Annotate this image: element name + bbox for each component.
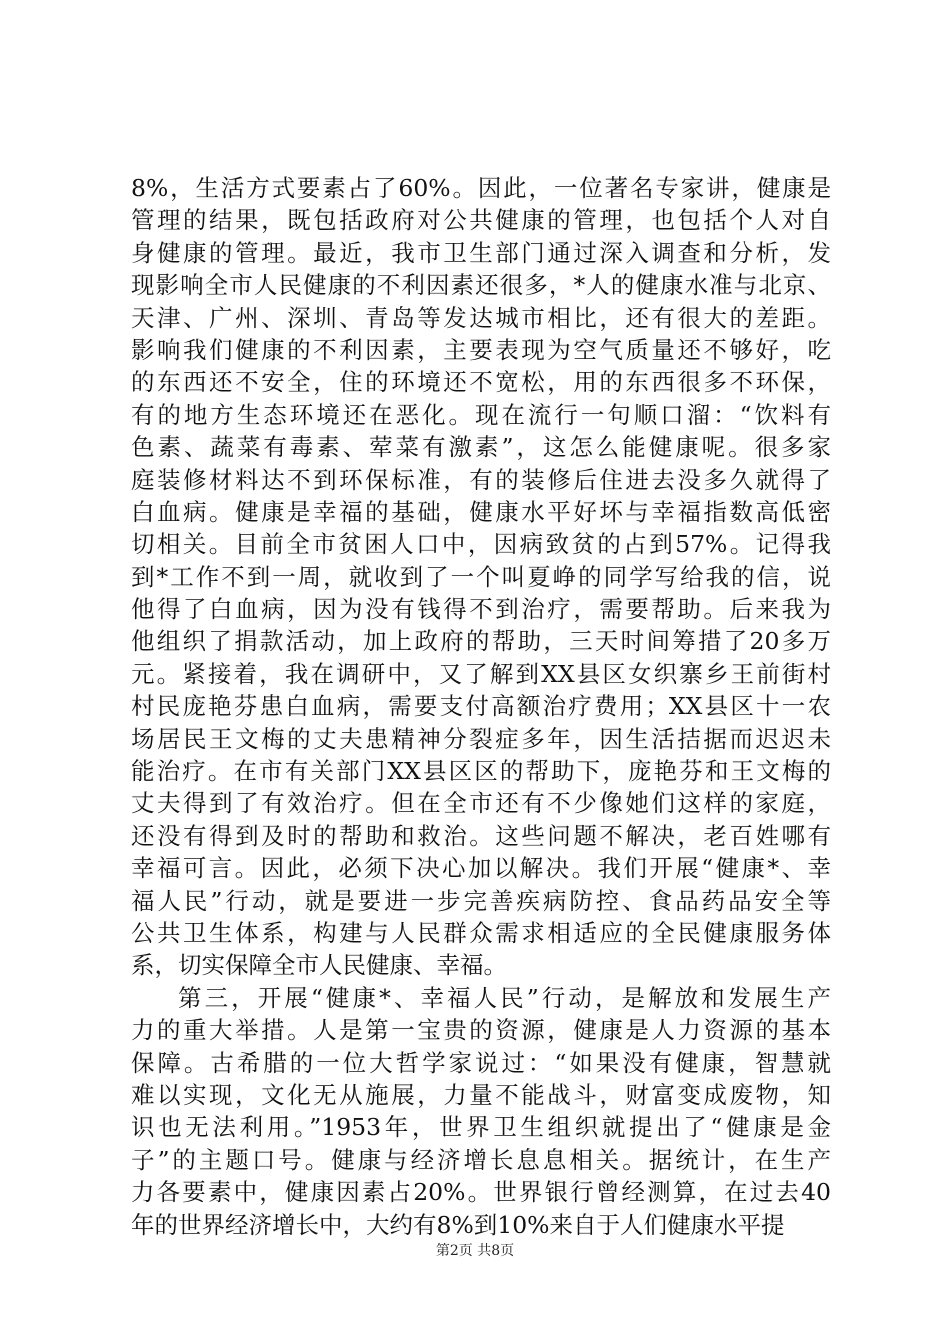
text-line: 的东西还不安全，住的环境还不宽松，用的东西很多不环保， xyxy=(131,368,831,397)
text-line: 丈夫得到了有效治疗。但在全市还有不少像她们这样的家庭， xyxy=(131,789,831,818)
text-line: 白血病。健康是幸福的基础，健康水平好坏与幸福指数高低密 xyxy=(131,497,831,526)
text-line: 到*工作不到一周，就收到了一个叫夏峥的同学写给我的信，说 xyxy=(131,562,831,591)
text-line: 第三，开展“健康*、幸福人民”行动，是解放和发展生产 xyxy=(178,983,831,1012)
text-line: 福人民”行动，就是要进一步完善疾病防控、食品药品安全等 xyxy=(131,886,831,915)
text-line: 色素、蔬菜有毒素、荤菜有激素”，这怎么能健康呢。很多家 xyxy=(131,433,831,462)
text-line: 现影响全市人民健康的不利因素还很多，*人的健康水准与北京、 xyxy=(131,271,831,300)
text-line: 元。紧接着，我在调研中，又了解到XX县区女织寨乡王前街村 xyxy=(131,659,831,688)
text-line: 幸福可言。因此，必须下决心加以解决。我们开展“健康*、幸 xyxy=(131,854,831,883)
text-line: 他得了白血病，因为没有钱得不到治疗，需要帮助。后来我为 xyxy=(131,595,831,624)
text-line: 力各要素中，健康因素占20%。世界银行曾经测算，在过去40 xyxy=(131,1178,831,1207)
text-line: 保障。古希腊的一位大哲学家说过：“如果没有健康，智慧就 xyxy=(131,1048,831,1077)
page-footer: 第2页 共8页 xyxy=(435,1243,515,1259)
text-line: 识也无法利用。”1953年，世界卫生组织就提出了“健康是金 xyxy=(131,1113,831,1142)
text-line: 还没有得到及时的帮助和救治。这些问题不解决，老百姓哪有 xyxy=(131,821,831,850)
text-line: 公共卫生体系，构建与人民群众需求相适应的全民健康服务体 xyxy=(131,918,831,947)
text-line: 子”的主题口号。健康与经济增长息息相关。据统计，在生产 xyxy=(131,1145,831,1174)
text-line: 有的地方生态环境还在恶化。现在流行一句顺口溜：“饮料有 xyxy=(131,400,831,429)
text-line: 切相关。目前全市贫困人口中，因病致贫的占到57%。记得我 xyxy=(131,530,831,559)
text-line: 身健康的管理。最近，我市卫生部门通过深入调查和分析，发 xyxy=(131,238,831,267)
text-line: 系，切实保障全市人民健康、幸福。 xyxy=(131,951,507,980)
text-line: 年的世界经济增长中，大约有8%到10%来自于人们健康水平提 xyxy=(131,1210,785,1239)
text-line: 力的重大举措。人是第一宝贵的资源，健康是人力资源的基本 xyxy=(131,1016,831,1045)
text-line: 能治疗。在市有关部门XX县区区的帮助下，庞艳芬和王文梅的 xyxy=(131,757,831,786)
text-line: 影响我们健康的不利因素，主要表现为空气质量还不够好，吃 xyxy=(131,335,831,364)
text-line: 他组织了捐款活动，加上政府的帮助，三天时间筹措了20多万 xyxy=(131,627,831,656)
text-line: 村民庞艳芬患白血病，需要支付高额治疗费用；XX县区十一农 xyxy=(131,692,831,721)
text-line: 管理的结果，既包括政府对公共健康的管理，也包括个人对自 xyxy=(131,206,831,235)
text-line: 天津、广州、深圳、青岛等发达城市相比，还有很大的差距。 xyxy=(131,303,831,332)
text-line: 庭装修材料达不到环保标准，有的装修后住进去没多久就得了 xyxy=(131,465,831,494)
text-line: 场居民王文梅的丈夫患精神分裂症多年，因生活拮据而迟迟未 xyxy=(131,724,831,753)
text-line: 8%，生活方式要素占了60%。因此，一位著名专家讲，健康是 xyxy=(131,174,831,202)
document-body xyxy=(131,172,831,1241)
text-line: 难以实现，文化无从施展，力量不能战斗，财富变成废物，知 xyxy=(131,1080,831,1109)
